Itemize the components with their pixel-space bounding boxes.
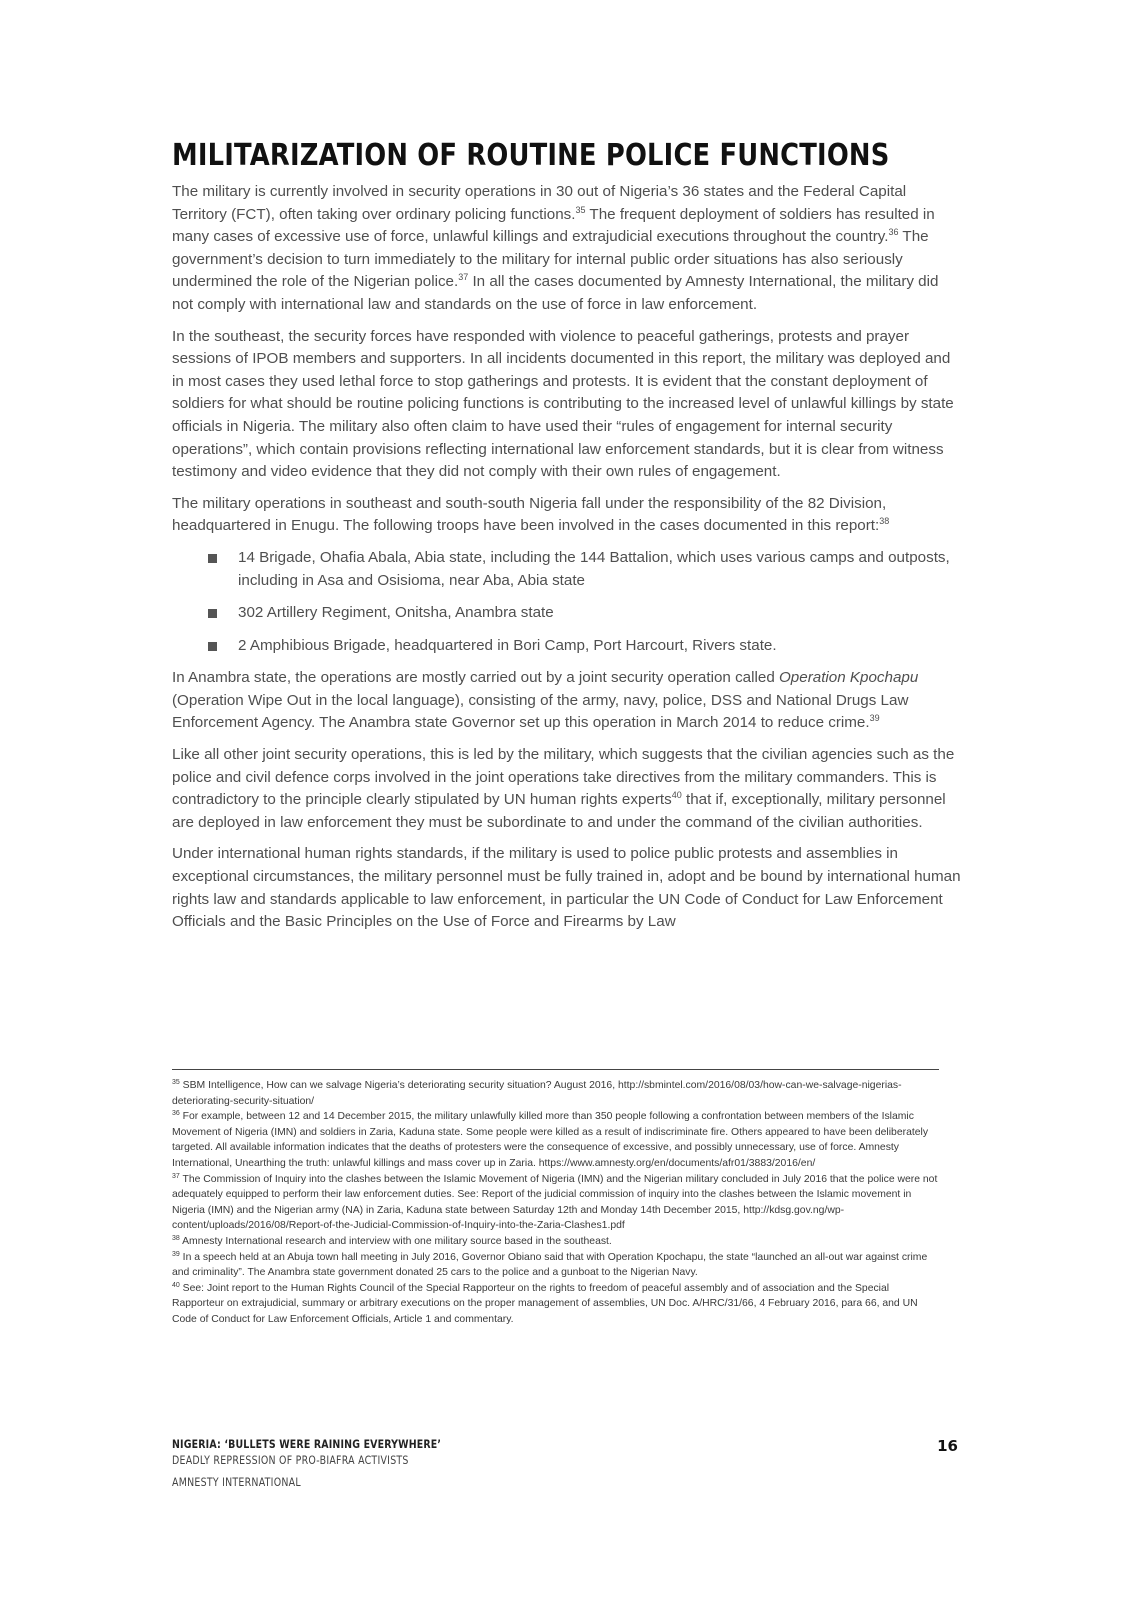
- paragraph-4: In Anambra state, the operations are mostly carried out by a joint security operation called Operation Kpochapu (Operation Wipe Out in the local language), consisting of the army, navy, police, DSS and National Drugs Law Enforcement Agency. The Anambra state Governor set up this operation in March 2014 to reduce crime.$^{39}$: [172, 669, 919, 732]
- footer-report-title: NIGERIA: ‘BULLETS WERE RAINING EVERYWHERE’: [172, 1437, 442, 1451]
- footnote-ref-37[interactable]: 37: [458, 272, 469, 283]
- footnotes: [172, 1078, 942, 1328]
- paragraph-2: In the southeast, the security forces have responded with violence to peaceful gatherings, protests and prayer sessions of IPOB members and supporters. In all incidents documented in this report, the military was deployed and in most cases they used lethal force to stop gatherings and protests. It is evident that the constant deployment of soldiers for what should be routine policing functions is contributing to the increased level of unlawful killings by state officials in Nigeria. The military also often claim to have used their “rules of engagement for internal security operations”, which contain provisions reflecting international law enforcement standards, but it is clear from witness testimony and video evidence that they did not comply with their own rules of engagement.: [172, 327, 954, 481]
- footnote-ref-36[interactable]: 36: [888, 227, 899, 238]
- footer-organization: AMNESTY INTERNATIONAL: [172, 1475, 301, 1489]
- page-number: 16: [937, 1437, 958, 1455]
- square-bullet-icon: [208, 554, 217, 563]
- footnote-35: $^{35}$ SBM Intelligence, How can we salvage Nigeria’s deteriorating security situation? August 2016, http://sbmintel.com/2016/08/03/how-can-we-salvage-nigerias-deteriorating-security-situation/: [172, 1079, 902, 1107]
- list-item: 14 Brigade, Ohafia Abala, Abia state, including the 144 Battalion, which uses various camps and outposts, including in Asa and Osisioma, near Aba, Abia state: [208, 547, 962, 592]
- page-footer: [172, 1437, 962, 1489]
- paragraph-3: The military operations in southeast and south-south Nigeria fall under the responsibility of the 82 Division, headquartered in Enugu. The following troops have been involved in the cases documented in this report:$^{38}$: [172, 494, 890, 535]
- footnote-39: $^{39}$ In a speech held at an Abuja town hall meeting in July 2016, Governor Obiano said that with Operation Kpochapu, the state “launched an all-out war against crime and criminality”. The Anambra state government donated 25 cars to the police and a gunboat to the Nigerian Navy.: [172, 1250, 928, 1279]
- footnote-ref-35[interactable]: 35: [575, 204, 586, 215]
- footnote-ref-40[interactable]: 40: [671, 790, 682, 801]
- paragraph-5: Like all other joint security operations, this is led by the military, which suggests that the civilian agencies such as the police and civil defence corps involved in the joint operations take directives from the military commanders. This is contradictory to the principle clearly stipulated by UN human rights experts$^{40}$ that if, exceptionally, military personnel are deployed in law enforcement they must be subordinate to and under the command of the civilian authorities.: [172, 746, 955, 831]
- list-item: 302 Artillery Regiment, Onitsha, Anambra state: [208, 602, 962, 625]
- footnote-36: $^{36}$ For example, between 12 and 14 December 2015, the military unlawfully killed more than 350 people following a confrontation between members of the Islamic Movement of Nigeria (IMN) and soldiers in Zaria, Kaduna state. Some people were killed as a result of indiscriminate fire. Others appeared to have been deliberately targeted. All available information indicates that the deaths of protesters were the consequence of excessive, and possibly unnecessary, use of force. Amnesty International, Unearthing the truth: unlawful killings and mass cover up in Zaria. https://www.amnesty.org/en/documents/afr01/3883/2016/en/: [172, 1110, 929, 1169]
- list-item: 2 Amphibious Brigade, headquartered in Bori Camp, Port Harcourt, Rivers state.: [208, 635, 962, 658]
- paragraph-6: Under international human rights standards, if the military is used to police public protests and assemblies in exceptional circumstances, the military personnel must be fully trained in, adopt and be bound by international human rights law and standards applicable to law enforcement, in particular the UN Code of Conduct for Law Enforcement Officials and the Basic Principles on the Use of Force and Firearms by Law: [172, 845, 961, 931]
- footnote-38: $^{38}$ Amnesty International research and interview with one military source based in the southeast.: [172, 1234, 612, 1247]
- square-bullet-icon: [208, 642, 217, 651]
- main-content: [172, 138, 962, 943]
- footnote-40: $^{40}$ See: Joint report to the Human Rights Council of the Special Rapporteur on the rights to freedom of peaceful assembly and of association and the Special Rapporteur on extrajudicial, summary or arbitrary executions on the proper management of assemblies, UN Doc. A/HRC/31/66, 4 February 2016, para 66, and UN Code of Conduct for Law Enforcement Officials, Article 1 and commentary.: [172, 1281, 918, 1325]
- paragraph-1: The military is currently involved in security operations in 30 out of Nigeria’s 36 states and the Federal Capital Territory (FCT), often taking over ordinary policing functions.$^{35}$ The frequent deployment of soldiers has resulted in many cases of excessive use of force, unlawful killings and extrajudicial executions throughout the country.$^{36}$ The government’s decision to turn immediately to the military for internal public order situations has also seriously undermined the role of the Nigerian police.$^{37}$ In all the cases documented by Amnesty International, the military did not comply with international law and standards on the use of force in law enforcement.: [172, 183, 939, 313]
- footnote-ref-38[interactable]: 38: [879, 516, 890, 527]
- footnote-divider: [172, 1069, 939, 1070]
- footer-report-subtitle: DEADLY REPRESSION OF PRO-BIAFRA ACTIVISTS: [172, 1453, 409, 1467]
- footnote-ref-39[interactable]: 39: [869, 713, 880, 724]
- section-heading: MILITARIZATION OF ROUTINE POLICE FUNCTIONS: [172, 138, 890, 173]
- square-bullet-icon: [208, 609, 217, 618]
- troops-list: [172, 547, 962, 657]
- footnote-37: $^{37}$ The Commission of Inquiry into the clashes between the Islamic Movement of Nigeria (IMN) and the Nigerian military concluded in July 2016 that the police were not adequately equipped to perform their law enforcement duties. See: Report of the judicial commission of inquiry into the clashes between the Islamic movement in Nigeria (IMN) and the Nigerian army (NA) in Zaria, Kaduna state between Saturday 12th and Monday 14th December 2015, http://kdsg.gov.ng/wp-content/uploads/2016/08/Report-of-the-Judicial-Commission-of-Inquiry-into-the-Zaria-Clashes1.pdf: [172, 1172, 938, 1232]
